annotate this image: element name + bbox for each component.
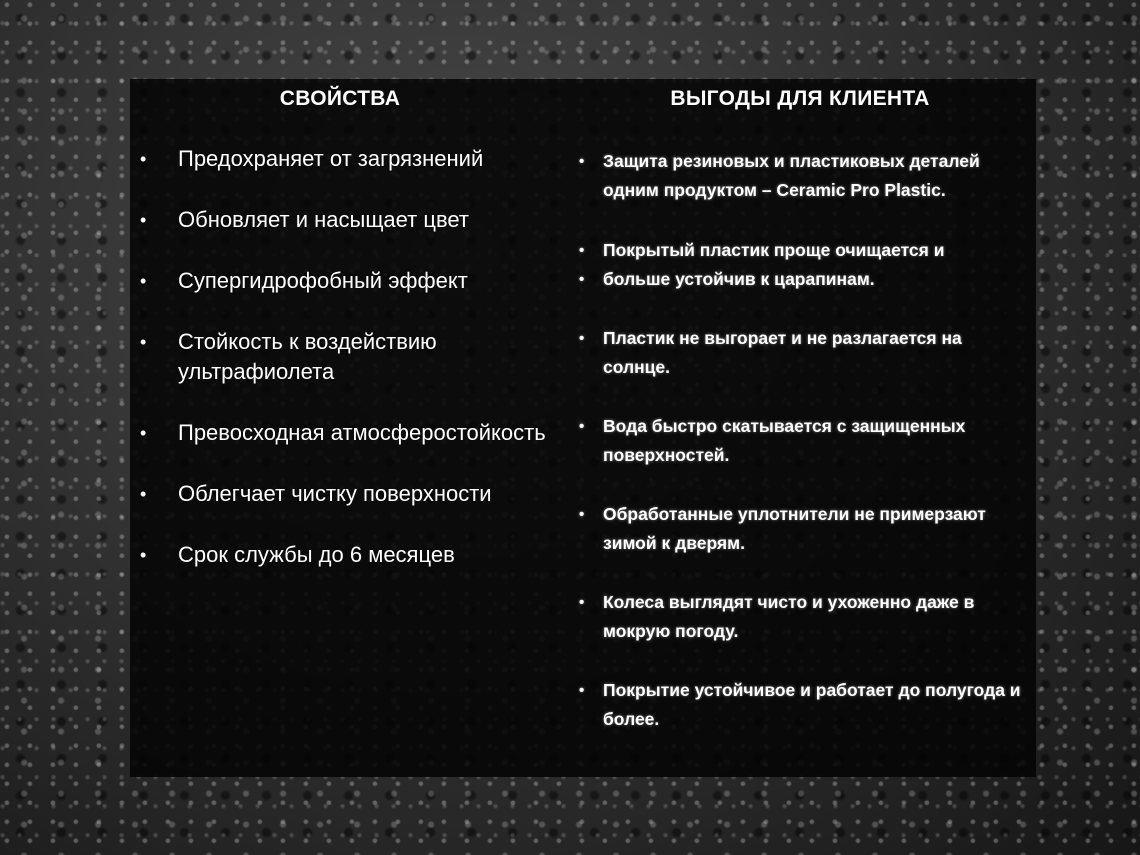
benefit-item: • Обработанные уплотнители не примерзают зимой к дверям. <box>577 500 1027 558</box>
benefit-item: • Колеса выглядят чисто и ухоженно даже в мокрую погоду. <box>577 588 1027 646</box>
benefits-list <box>577 147 1027 734</box>
properties-heading: СВОЙСТВА <box>279 87 401 110</box>
property-item: • Предохраняет от загрязнений <box>140 144 550 174</box>
benefit-item: • Покрытый пластик проще очищается и <box>577 236 1027 265</box>
property-item: • Срок службы до 6 месяцев <box>140 540 550 570</box>
benefit-item: • Вода быстро скатывается с защищенных поверхностей. <box>577 412 1027 470</box>
property-item: • Превосходная атмосферостойкость <box>140 418 550 448</box>
property-item: • Обновляет и насыщает цвет <box>140 205 550 235</box>
benefits-heading: ВЫГОДЫ ДЛЯ КЛИЕНТА <box>670 87 930 110</box>
property-item: • Супергидрофобный эффект <box>140 266 550 296</box>
benefit-item: • Защита резиновых и пластиковых деталей одним продуктом – Ceramic Pro Plastic. <box>577 147 1027 205</box>
benefit-item: • больше устойчив к царапинам. <box>577 265 1027 294</box>
comparison-panel <box>130 79 1036 777</box>
benefit-item: • Покрытие устойчивое и работает до полугода и более. <box>577 676 1027 734</box>
property-item: • Стойкость к воздействию ультрафиолета <box>140 327 550 387</box>
properties-list <box>140 144 550 601</box>
property-item: • Облегчает чистку поверхности <box>140 479 550 509</box>
benefit-item: • Пластик не выгорает и не разлагается на солнце. <box>577 324 1027 382</box>
